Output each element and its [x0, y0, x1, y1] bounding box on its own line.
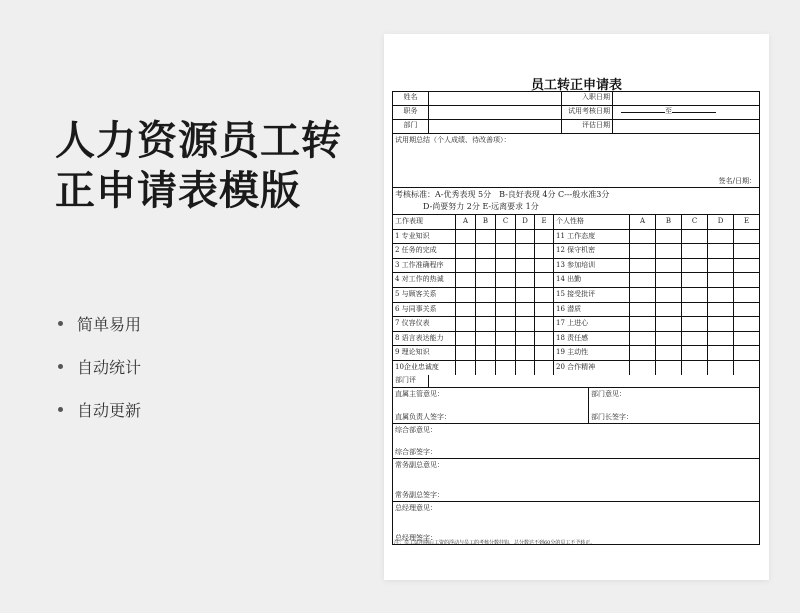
personal-item-label: 17 上进心 — [554, 317, 630, 331]
summary-label: 试用期总结（个人成绩、待改善项）： — [395, 136, 511, 144]
grade-cell — [476, 303, 496, 317]
grade-cell — [656, 259, 682, 273]
grade-cell — [516, 332, 535, 346]
department-label: 部门 — [393, 120, 429, 133]
dept-review-row — [393, 375, 759, 388]
grade-cell — [708, 317, 734, 331]
grade-cell — [682, 273, 708, 287]
feature-list — [58, 310, 141, 439]
grade-cell — [516, 288, 535, 302]
name-value — [429, 92, 562, 105]
grade-cell — [456, 244, 476, 258]
grade-cell — [708, 332, 734, 346]
personal-item-label: 20 合作精神 — [554, 361, 630, 375]
hire-date-value — [613, 92, 759, 105]
grade-cell — [656, 288, 682, 302]
grade-cell — [708, 346, 734, 360]
general-dept-row: 综合部意见： 综合部签字： — [393, 424, 759, 459]
hero-title-line-2: 正申请表模版 — [55, 168, 301, 214]
grade-cell — [708, 230, 734, 244]
grade-cell — [734, 273, 759, 287]
grade-cell — [734, 361, 759, 375]
grade-cell — [682, 317, 708, 331]
dept-opinion-cell: 部门意见： 部门长签字： — [591, 389, 633, 421]
grid-header: 工作表现 A B C D E 个人性格 A B C D E — [393, 215, 759, 230]
grade-cell — [630, 361, 656, 375]
gm-row: 总经理意见： 总经理签字： — [395, 503, 437, 542]
grade-cell — [535, 346, 554, 360]
work-item-label: 9 理论知识 — [393, 346, 456, 360]
hero-title — [55, 116, 375, 216]
info-row-name — [393, 92, 759, 106]
sign-date-label: 签名/日期： — [718, 177, 756, 185]
grade-cell — [708, 273, 734, 287]
grade-cell — [535, 230, 554, 244]
grade-cell — [682, 259, 708, 273]
probation-period-value — [613, 106, 759, 119]
grade-cell — [456, 361, 476, 375]
department-value — [429, 120, 562, 133]
supervisor-opinion-row — [393, 388, 759, 424]
grade-cell — [535, 259, 554, 273]
work-item-label: 8 语言表达能力 — [393, 332, 456, 346]
grade-cell — [516, 361, 535, 375]
grade-cell — [476, 346, 496, 360]
personal-item-label: 16 潜质 — [554, 303, 630, 317]
grade-cell — [734, 230, 759, 244]
grade-cell — [516, 273, 535, 287]
grade-cell — [682, 288, 708, 302]
grade-cell — [630, 273, 656, 287]
hire-date-label: 入职日期 — [562, 92, 613, 105]
grade-cell — [734, 288, 759, 302]
grade-cell — [682, 346, 708, 360]
table-row — [393, 317, 759, 332]
table-row — [393, 230, 759, 245]
grade-cell — [456, 317, 476, 331]
work-item-label: 1 专业知识 — [393, 230, 456, 244]
grade-cell — [630, 244, 656, 258]
grade-cell — [456, 288, 476, 302]
grade-cell — [656, 303, 682, 317]
grade-cell — [516, 244, 535, 258]
grade-cell — [456, 332, 476, 346]
grade-cell — [682, 332, 708, 346]
bullet-dot-icon — [58, 321, 63, 326]
table-row — [393, 346, 759, 361]
grade-cell — [656, 244, 682, 258]
grade-cell — [456, 303, 476, 317]
grade-cell — [456, 230, 476, 244]
table-row — [393, 361, 759, 375]
work-item-label: 6 与同事关系 — [393, 303, 456, 317]
bullet-dot-icon — [58, 407, 63, 412]
grade-cell — [734, 303, 759, 317]
grade-cell — [476, 288, 496, 302]
grade-cell — [476, 244, 496, 258]
work-item-label: 2 任务的完成 — [393, 244, 456, 258]
grade-cell — [496, 332, 516, 346]
grade-cell — [516, 317, 535, 331]
probation-period-label: 试用考核日期 — [562, 106, 613, 119]
grade-cell — [708, 244, 734, 258]
grade-cell — [656, 317, 682, 331]
grade-cell — [734, 244, 759, 258]
to-label: 至 — [665, 107, 672, 115]
grade-cell — [476, 332, 496, 346]
grade-cell — [682, 361, 708, 375]
opinions-section — [393, 375, 759, 544]
personal-item-label: 18 责任感 — [554, 332, 630, 346]
grade-cell — [630, 230, 656, 244]
position-value — [429, 106, 562, 119]
grade-cell — [535, 317, 554, 331]
grade-cell — [496, 346, 516, 360]
work-item-label: 10企业忠诚度 — [393, 361, 456, 375]
table-row — [393, 259, 759, 274]
grade-cell — [630, 346, 656, 360]
position-label: 职务 — [393, 106, 429, 119]
work-item-label: 3 工作准确程序 — [393, 259, 456, 273]
info-row-department — [393, 120, 759, 134]
table-row — [393, 273, 759, 288]
grade-cell — [535, 332, 554, 346]
grade-cell — [516, 230, 535, 244]
footnote: 注：员工试用期后工资的浮动与员工的考核分数挂钩，总分数达不到60分的员工不予转正。 — [394, 540, 596, 546]
grade-cell — [496, 288, 516, 302]
personal-item-label: 11 工作态度 — [554, 230, 630, 244]
grade-cell — [656, 230, 682, 244]
grade-cell — [496, 317, 516, 331]
personal-item-label: 19 主动性 — [554, 346, 630, 360]
work-item-label: 7 仪容仪表 — [393, 317, 456, 331]
grade-cell — [516, 259, 535, 273]
grade-cell — [656, 273, 682, 287]
grade-cell — [496, 303, 516, 317]
grade-cell — [476, 317, 496, 331]
grade-cell — [734, 346, 759, 360]
table-row — [393, 244, 759, 259]
grade-cell — [476, 273, 496, 287]
grade-cell — [630, 303, 656, 317]
grade-cell — [682, 244, 708, 258]
grade-cell — [476, 259, 496, 273]
grade-cell — [496, 259, 516, 273]
assessment-standard: 考核标准：A-优秀表现 5分 B-良好表现 4分 C---般水准3分 D-尚要努力 2分 E-远离要求 1分 — [393, 188, 759, 215]
supervisor-opinion-cell: 直属主管意见： 直属负责人签字： — [393, 388, 589, 423]
form-document-preview — [384, 34, 769, 580]
grade-cell — [456, 273, 476, 287]
feature-item: 自动统计 — [58, 353, 141, 396]
form-title: 员工转正申请表 — [530, 78, 622, 93]
grade-cell — [656, 332, 682, 346]
work-item-label: 4 对工作的热诚 — [393, 273, 456, 287]
grade-cell — [734, 332, 759, 346]
grade-cell — [535, 273, 554, 287]
grade-cell — [630, 317, 656, 331]
personal-header: 个人性格 — [554, 215, 630, 229]
grade-cell — [656, 361, 682, 375]
grade-cell — [630, 259, 656, 273]
personal-item-label: 13 参加培训 — [554, 259, 630, 273]
work-header: 工作表现 — [393, 215, 456, 229]
personal-item-label: 15 接受批评 — [554, 288, 630, 302]
grade-cell — [456, 346, 476, 360]
grade-cell — [682, 303, 708, 317]
personal-item-label: 12 保守机密 — [554, 244, 630, 258]
table-row — [393, 303, 759, 318]
grade-cell — [734, 259, 759, 273]
grade-cell — [734, 317, 759, 331]
info-row-position — [393, 106, 759, 120]
bullet-dot-icon — [58, 364, 63, 369]
hero-title-line-1: 人力资源员工转 — [55, 118, 342, 164]
grade-cell — [708, 303, 734, 317]
grade-cell — [516, 303, 535, 317]
feature-item: 自动更新 — [58, 396, 141, 439]
grade-cell — [535, 303, 554, 317]
probation-summary — [393, 134, 759, 188]
assessment-date-value — [613, 120, 759, 133]
assessment-date-label: 评估日期 — [562, 120, 613, 133]
performance-grid — [393, 215, 759, 375]
dept-review-label: 部门评 — [393, 375, 429, 387]
grade-cell — [708, 361, 734, 375]
grade-cell — [496, 244, 516, 258]
feature-item: 简单易用 — [58, 310, 141, 353]
grade-cell — [656, 346, 682, 360]
grade-cell — [630, 332, 656, 346]
vp-row: 常务副总意见： 常务副总签字： — [393, 459, 759, 502]
name-label: 姓名 — [393, 92, 429, 105]
grade-cell — [708, 288, 734, 302]
personal-item-label: 14 出勤 — [554, 273, 630, 287]
grade-cell — [476, 361, 496, 375]
table-row — [393, 332, 759, 347]
grade-cell — [535, 244, 554, 258]
grade-cell — [535, 361, 554, 375]
grade-cell — [630, 288, 656, 302]
work-item-label: 5 与顾客关系 — [393, 288, 456, 302]
form-table — [392, 91, 760, 545]
table-row — [393, 288, 759, 303]
grade-cell — [456, 259, 476, 273]
grade-cell — [496, 230, 516, 244]
grade-cell — [516, 346, 535, 360]
grade-cell — [708, 259, 734, 273]
grade-cell — [496, 361, 516, 375]
grade-cell — [682, 230, 708, 244]
grade-cell — [476, 230, 496, 244]
grade-cell — [535, 288, 554, 302]
grade-cell — [496, 273, 516, 287]
